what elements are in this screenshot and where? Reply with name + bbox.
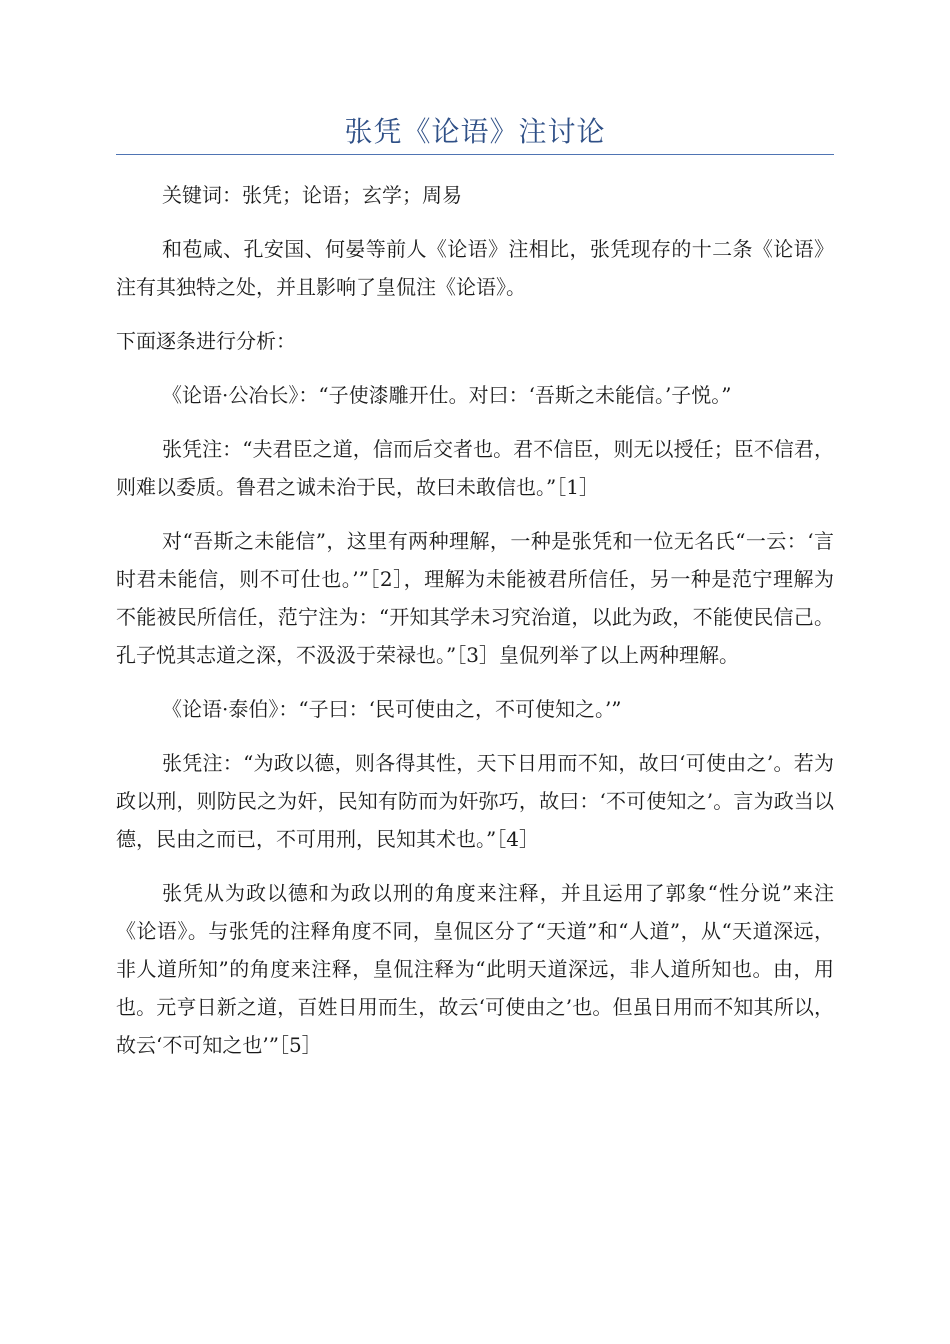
- paragraph-lead: 下面逐条进行分析：: [116, 329, 296, 353]
- paragraph-zhangping-note-1: 张凭注：“夫君臣之道，信而后交者也。君不信臣，则无以授任；臣不信君，则难以委质。鲁君之诚未治于民，故曰未敢信也。”［1］: [116, 437, 834, 499]
- document-body: [116, 176, 834, 1080]
- paragraph-zhangping-note-2: 张凭注：“为政以德，则各得其性，天下日用而不知，故曰‘可使由之’。若为政以刑，则防民之为奸，民知有防而为奸弥巧，故曰：‘不可使知之’。言为政当以德，民由之而已，不可用刑，民知其术也。”［4］: [116, 751, 834, 851]
- document-title: 张凭《论语》注讨论: [344, 115, 606, 148]
- title-underline: [116, 154, 834, 155]
- paragraph-quote-gongyezhang: 《论语·公冶长》：“子使漆雕开仕。对曰：‘吾斯之未能信。’子悦。”: [162, 383, 732, 407]
- paragraph-analysis-2: 张凭从为政以德和为政以刑的角度来注释，并且运用了郭象“性分说”来注《论语》。与张凭的注释角度不同，皇侃区分了“天道”和“人道”，从“天道深远，非人道所知”的角度来注释，皇侃注释为“此明天道深远，非人道所知也。由，用也。元亨日新之道，百姓日用而生，故云‘可使由之’也。但虽日用而不知其所以，故云‘不可知之也’”［5］: [116, 881, 834, 1057]
- paragraph-quote-taibo: 《论语·泰伯》：“子曰：‘民可使由之，不可使知之。’”: [162, 697, 622, 721]
- paragraph-analysis-1: 对“吾斯之未能信”，这里有两种理解，一种是张凭和一位无名氏“一云：‘言时君未能信，则不可仕也。’”［2］，理解为未能被君所信任，另一种是范宁理解为不能被民所信任，范宁注为：“开知其学未习究治道，以此为政，不能使民信己。孔子悦其志道之深，不汲汲于荣禄也。”［3］皇侃列举了以上两种理解。: [116, 529, 834, 667]
- paragraph-keywords: 关键词：张凭；论语；玄学；周易: [162, 183, 462, 207]
- paragraph-intro: 和苞咸、孔安国、何晏等前人《论语》注相比，张凭现存的十二条《论语》注有其独特之处，并且影响了皇侃注《论语》。: [116, 237, 834, 299]
